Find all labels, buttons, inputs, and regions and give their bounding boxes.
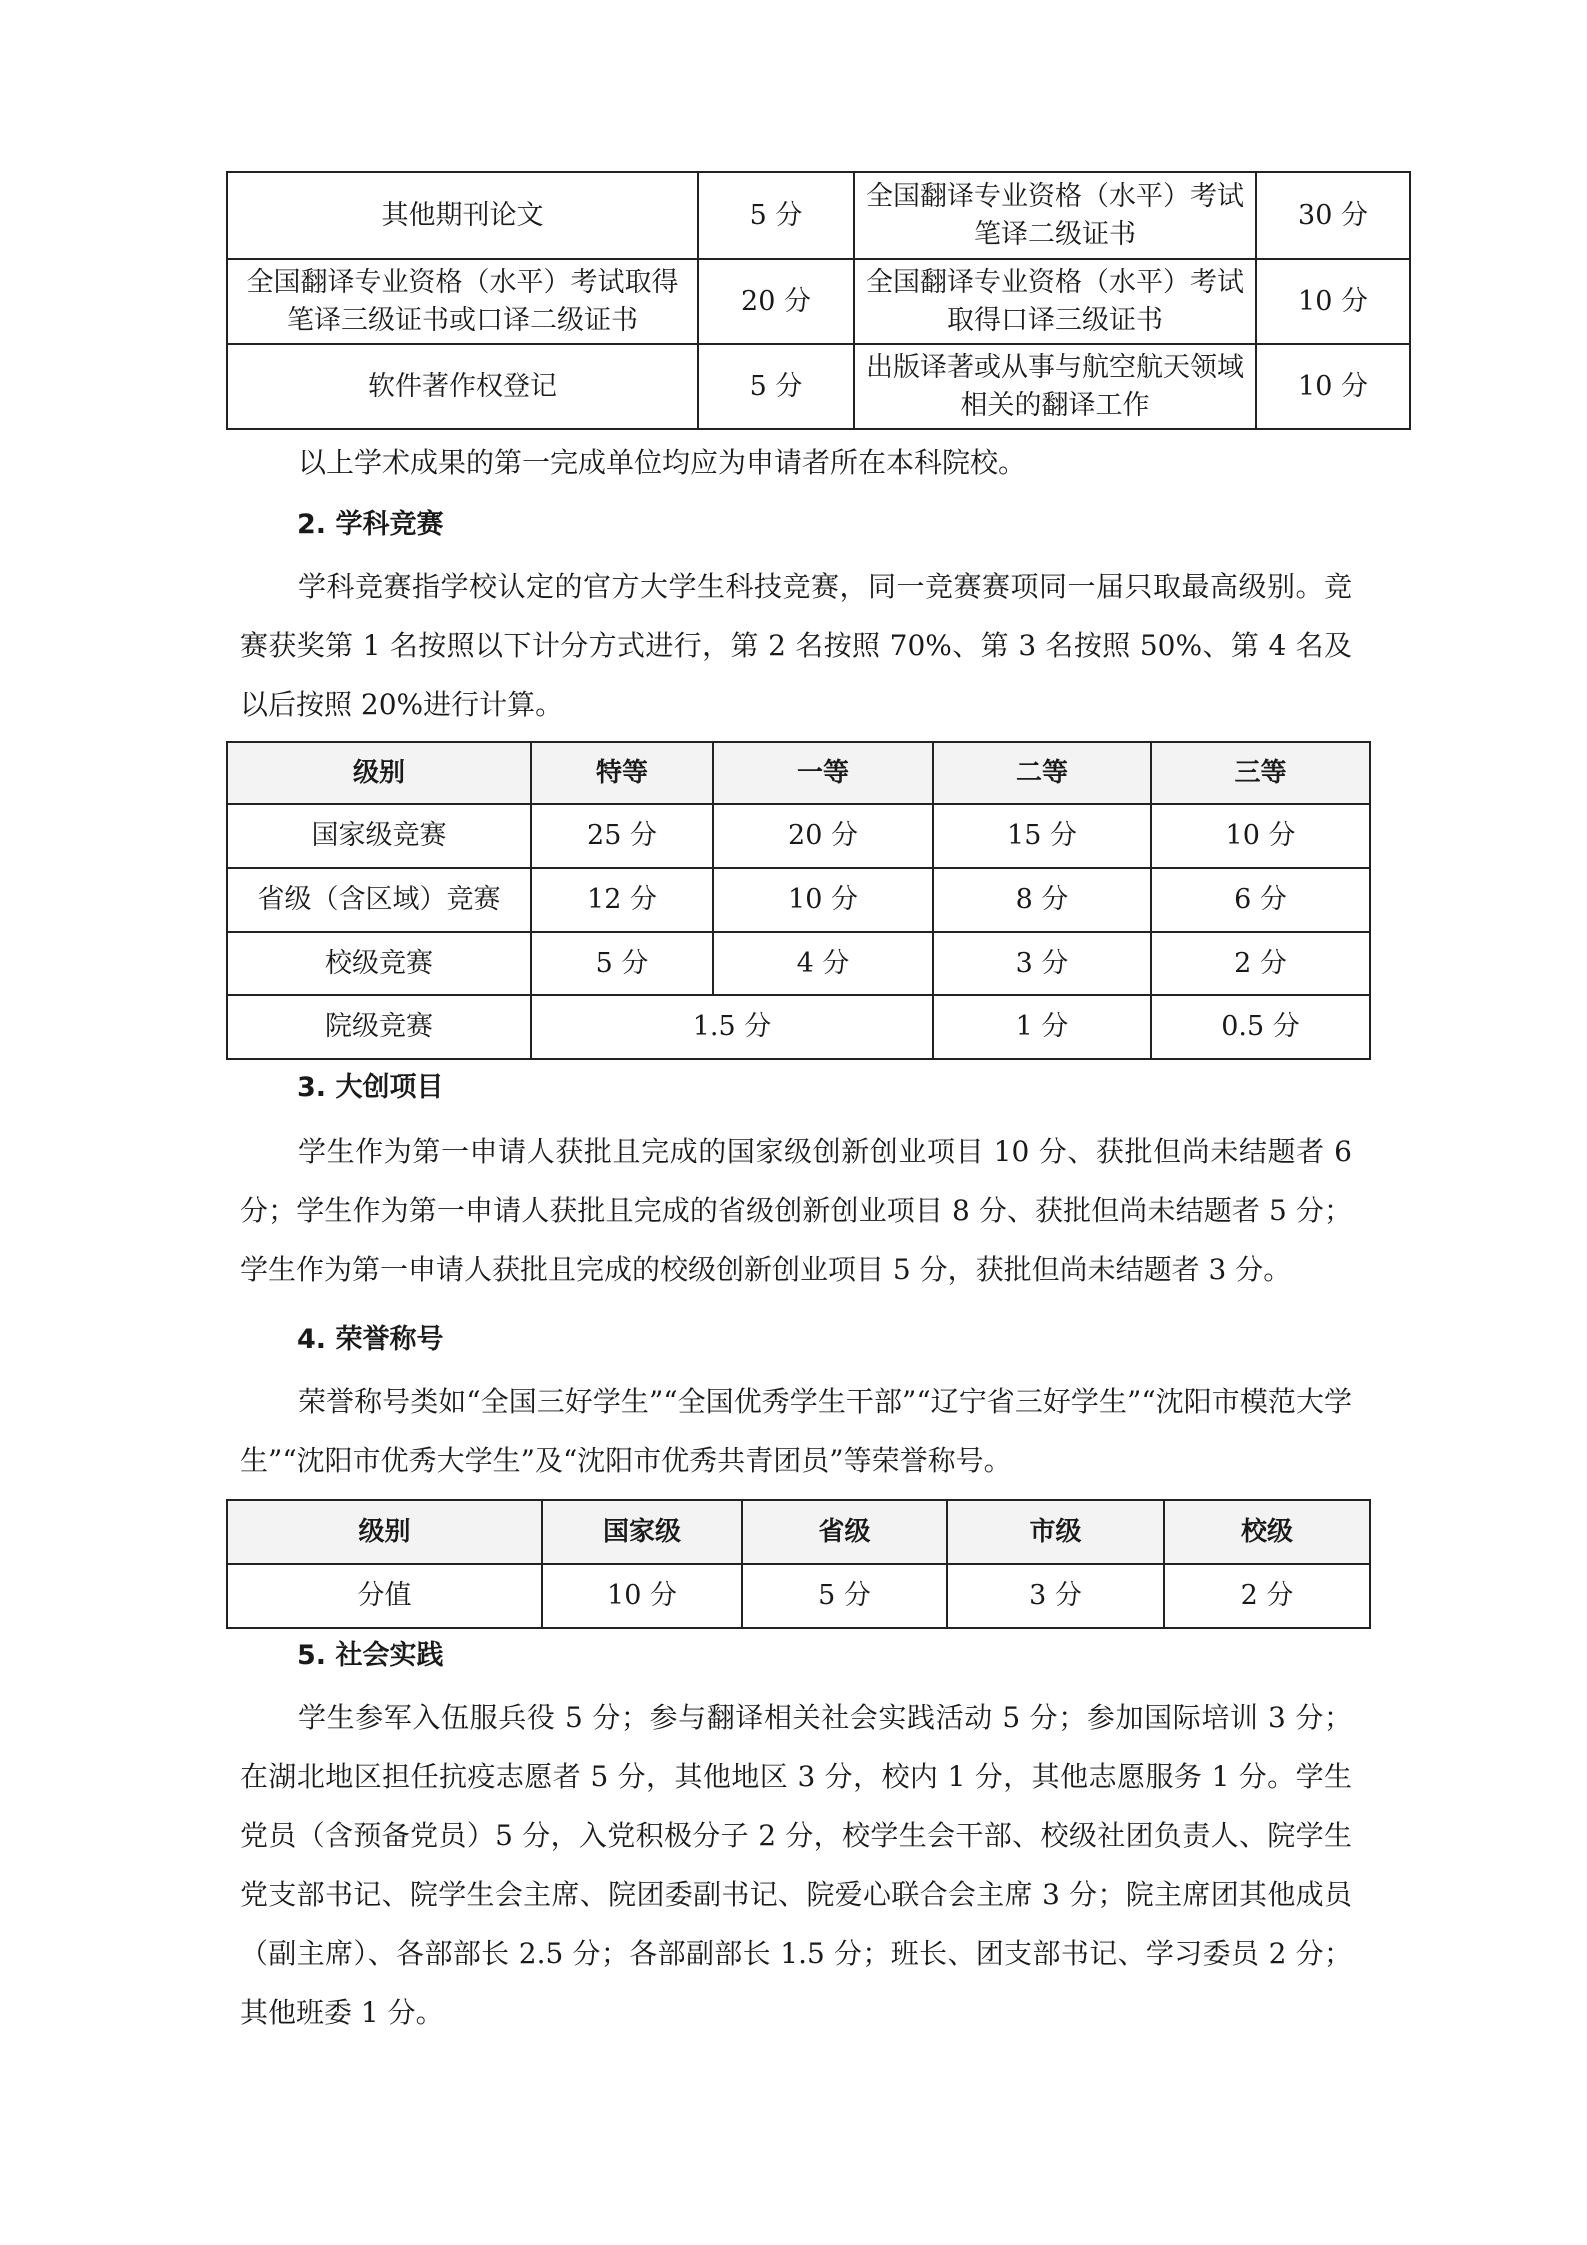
table-cell: 0.5 分: [1151, 995, 1370, 1059]
column-header: 省级: [742, 1500, 947, 1564]
competition-table: [226, 741, 1371, 1060]
table-row: [227, 172, 1410, 259]
table-cell: 12 分: [531, 868, 713, 932]
honors-table: [226, 1499, 1371, 1629]
table-cell: 3 分: [947, 1564, 1164, 1628]
table-row: [227, 995, 1370, 1059]
table-row: [227, 868, 1370, 932]
column-header: 特等: [531, 742, 713, 804]
innovation-paragraph: 学生作为第一申请人获批且完成的国家级创新创业项目 10 分、获批但尚未结题者 6 分；学生作为第一申请人获批且完成的省级创新创业项目 8 分、获批但尚未结题者 5 分；学生作为第一申请人获批且完成的校级创新创业项目 5 分，获批但尚未结题者 3 分。: [240, 1135, 1352, 1286]
table-row: [227, 1564, 1370, 1628]
table-row: [227, 344, 1410, 429]
social-paragraph: 学生参军入伍服兵役 5 分；参与翻译相关社会实践活动 5 分；参加国际培训 3 分；在湖北地区担任抗疫志愿者 5 分，其他地区 3 分，校内 1 分，其他志愿服务 1 分。学生党员（含预备党员）5 分，入党积极分子 2 分，校学生会干部、校级社团负责人、院学生党支部书记、院学生会主席、院团委副书记、院爱心联合会主席 3 分；院主席团其他成员（副主席）、各部部长 2.5 分；各部副部长 1.5 分；班长、团支部书记、学习委员 2 分；其他班委 1 分。: [240, 1701, 1352, 2029]
column-header: 二等: [933, 742, 1151, 804]
column-header: 市级: [947, 1500, 1164, 1564]
table-cell: 出版译著或从事与航空航天领域相关的翻译工作: [854, 344, 1256, 429]
column-header: 一等: [713, 742, 933, 804]
table-cell: 5 分: [698, 344, 854, 429]
achievements-table: [226, 171, 1411, 430]
achievements-note: 以上学术成果的第一完成单位均应为申请者所在本科院校。: [298, 446, 1027, 479]
table-cell: 全国翻译专业资格（水平）考试笔译二级证书: [854, 172, 1256, 259]
table-row: [227, 259, 1410, 344]
table-header-row: [227, 742, 1370, 804]
table-header-row: [227, 1500, 1370, 1564]
table-cell: 软件著作权登记: [227, 344, 698, 429]
column-header: 校级: [1164, 1500, 1370, 1564]
section-heading-innovation: 3. 大创项目: [297, 1072, 444, 1103]
table-cell: 20 分: [713, 804, 933, 868]
table-cell: 院级竞赛: [227, 995, 531, 1059]
table-cell: 全国翻译专业资格（水平）考试取得口译三级证书: [854, 259, 1256, 344]
table-cell: 分值: [227, 1564, 542, 1628]
table-cell: 8 分: [933, 868, 1151, 932]
section-heading-social: 5. 社会实践: [297, 1640, 444, 1671]
table-cell: 15 分: [933, 804, 1151, 868]
column-header: 三等: [1151, 742, 1370, 804]
section-heading-competition: 2. 学科竞赛: [297, 509, 444, 540]
table-cell: 校级竞赛: [227, 932, 531, 995]
table-cell: 其他期刊论文: [227, 172, 698, 259]
table-row: [227, 804, 1370, 868]
table-cell: 10 分: [1256, 344, 1410, 429]
table-row: [227, 932, 1370, 995]
honors-paragraph: 荣誉称号类如“全国三好学生”“全国优秀学生干部”“辽宁省三好学生”“沈阳市模范大学生”“沈阳市优秀大学生”及“沈阳市优秀共青团员”等荣誉称号。: [240, 1385, 1352, 1477]
table-cell: 国家级竞赛: [227, 804, 531, 868]
table-cell: 2 分: [1164, 1564, 1370, 1628]
table-cell: 4 分: [713, 932, 933, 995]
table-cell: 10 分: [542, 1564, 742, 1628]
table-cell: 3 分: [933, 932, 1151, 995]
column-header: 国家级: [542, 1500, 742, 1564]
column-header: 级别: [227, 742, 531, 804]
section-heading-honors: 4. 荣誉称号: [297, 1324, 444, 1355]
table-cell: 5 分: [742, 1564, 947, 1628]
table-cell: 10 分: [1151, 804, 1370, 868]
table-cell-merged: 1.5 分: [531, 995, 933, 1059]
table-cell: 全国翻译专业资格（水平）考试取得笔译三级证书或口译二级证书: [227, 259, 698, 344]
table-cell: 30 分: [1256, 172, 1410, 259]
table-cell: 20 分: [698, 259, 854, 344]
column-header: 级别: [227, 1500, 542, 1564]
table-cell: 5 分: [698, 172, 854, 259]
table-cell: 5 分: [531, 932, 713, 995]
table-cell: 省级（含区域）竞赛: [227, 868, 531, 932]
competition-paragraph: 学科竞赛指学校认定的官方大学生科技竞赛，同一竞赛赛项同一届只取最高级别。竞赛获奖第 1 名按照以下计分方式进行，第 2 名按照 70%、第 3 名按照 50%、第 4 名及以后按照 20%进行计算。: [240, 570, 1352, 721]
table-cell: 1 分: [933, 995, 1151, 1059]
table-cell: 10 分: [713, 868, 933, 932]
table-cell: 6 分: [1151, 868, 1370, 932]
table-cell: 25 分: [531, 804, 713, 868]
table-cell: 10 分: [1256, 259, 1410, 344]
table-cell: 2 分: [1151, 932, 1370, 995]
